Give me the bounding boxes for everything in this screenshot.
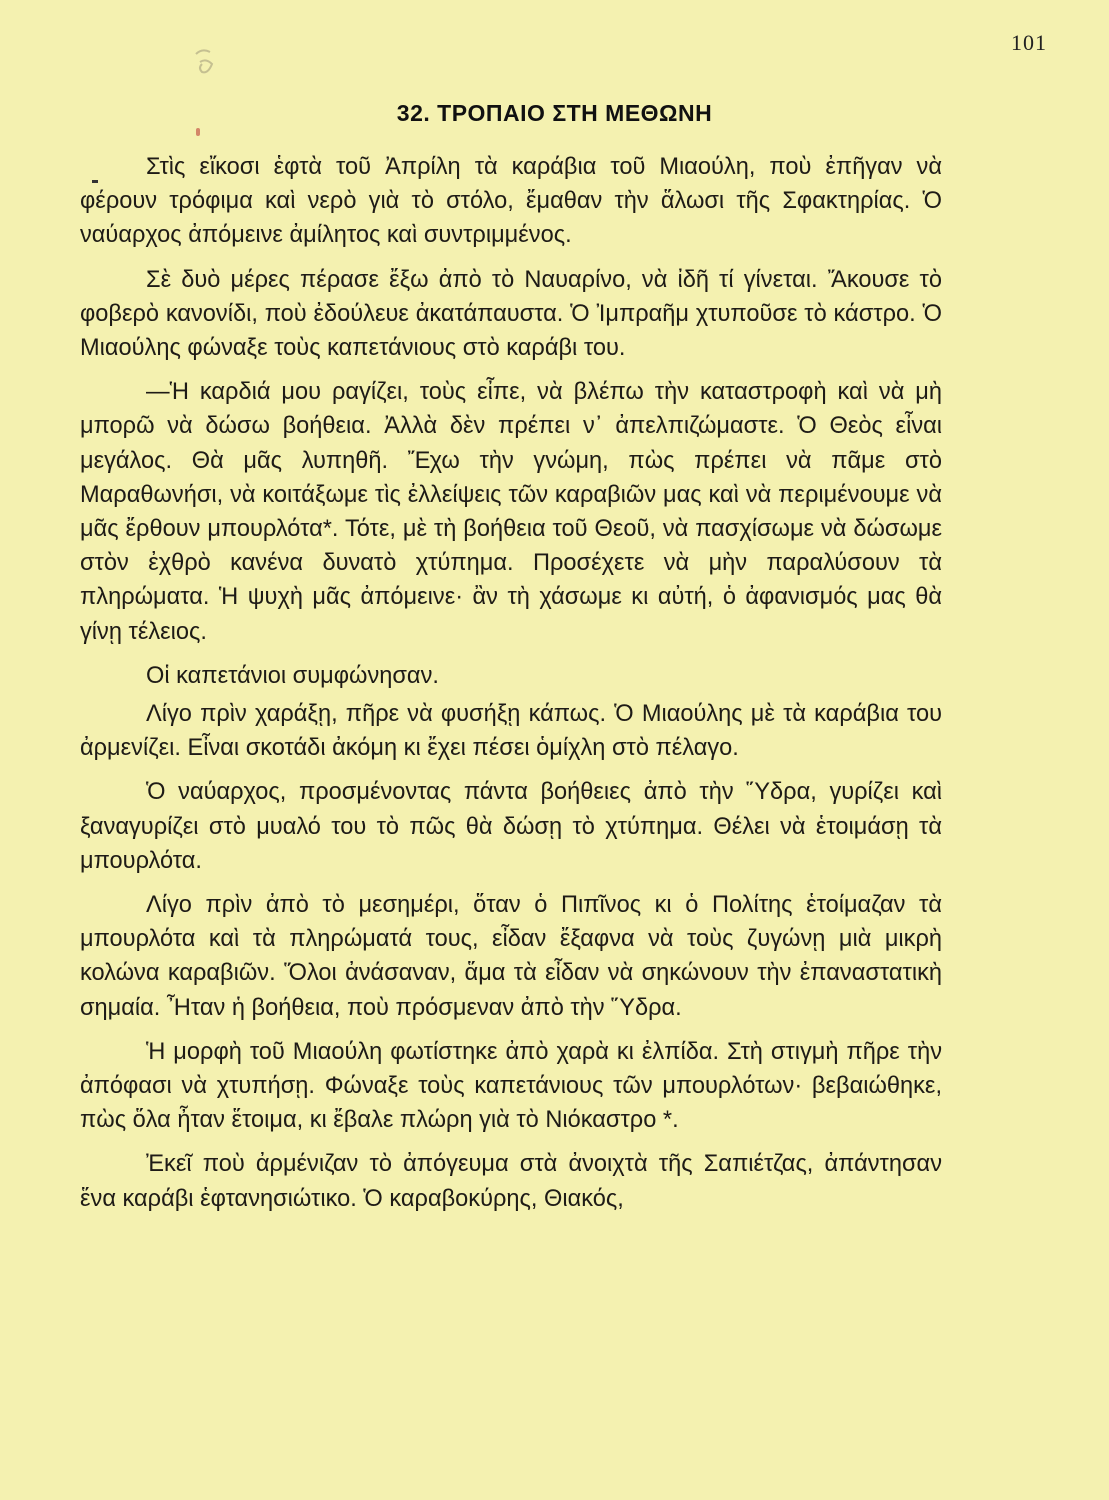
margin-mark	[196, 128, 200, 136]
paragraph: Στὶς εἴκοσι ἑφτὰ τοῦ Ἀπρίλη τὰ καράβια τοῦ Μιαούλη, ποὺ ἐπῆγαν νὰ φέρουν τρόφιμα καὶ νερὸ γιὰ τὸ στόλο, ἔμαθαν τὴν ἅλωσι τῆς Σφακτηρίας. Ὁ ναύαρχος ἀπόμεινε ἀμίλητος καὶ συντριμμένος.	[80, 154, 942, 249]
paragraph: Οἱ καπετάνιοι συμφώνησαν.	[146, 662, 439, 689]
page-number: 101	[1011, 30, 1047, 55]
page-smudge	[188, 44, 228, 94]
paragraph: Λίγο πρὶν ἀπὸ τὸ μεσημέρι, ὅταν ὁ Πιπῖνος κι ὁ Πολίτης ἑτοίμαζαν τὰ μπουρλότα καὶ τὰ πληρώματά τους, εἶδαν ἔξαφνα νὰ τοὺς ζυγώνῃ μιὰ μικρὴ κολώνα καραβιῶν. Ὅλοι ἀνάσαναν, ἅμα τὰ εἶδαν νὰ σηκώνουν τὴν ἐπαναστατικὴ σημαία. Ἦταν ἡ βοήθεια, ποὺ πρόσμεναν ἀπὸ τὴν Ὕδρα.	[80, 892, 942, 1021]
paragraph: Ἐκεῖ ποὺ ἀρμένιζαν τὸ ἀπόγευμα στὰ ἀνοιχτὰ τῆς Σαπιέτζας, ἀπάντησαν ἕνα καράβι ἑφτανησιώτικο. Ὁ καραβοκύρης, Θιακός,	[80, 1151, 942, 1212]
paragraph: —Ἡ καρδιά μου ραγίζει, τοὺς εἶπε, νὰ βλέπω τὴν καταστροφὴ καὶ νὰ μὴ μπορῶ νὰ δώσω βοήθεια. Ἀλλὰ δὲν πρέπει ν᾿ ἀπελπιζώμαστε. Ὁ Θεὸς εἶναι μεγάλος. Θὰ μᾶς λυπηθῆ. Ἔχω τὴν γνώμη, πὼς πρέπει νὰ πᾶμε στὸ Μαραθωνήσι, νὰ κοιτάξωμε τὶς ἐλλείψεις τῶν καραβιῶν μας καὶ νὰ περιμένουμε νὰ μᾶς ἔρθουν μπουρλότα*. Τότε, μὲ τὴ βοήθεια τοῦ Θεοῦ, νὰ πασχίσωμε νὰ δώσωμε στὸν ἐχθρὸ κανένα δυνατὸ χτύπημα. Προσέχετε νὰ μὴν παραλύσουν τὰ πληρώματα. Ἡ ψυχὴ μᾶς ἀπόμεινε· ἂν τὴ χάσωμε κι αὐτή, ὁ ἀφανισμός μας θὰ γίνῃ τέλειος.	[80, 379, 942, 645]
chapter-title: 32. ΤΡΟΠΑΙΟ ΣΤΗ ΜΕΘΩΝΗ	[396, 100, 713, 126]
paragraph: Ἡ μορφὴ τοῦ Μιαούλη φωτίστηκε ἀπὸ χαρὰ κι ἐλπίδα. Στὴ στιγμὴ πῆρε τὴν ἀπόφασι νὰ χτυπήσῃ. Φώναξε τοὺς καπετάνιους τῶν μπουρλότων· βεβαιώθηκε, πὼς ὅλα ἦταν ἕτοιμα, κι ἔβαλε πλώρη γιὰ τὸ Νιόκαστρο *.	[80, 1038, 942, 1134]
body-text	[80, 150, 942, 1226]
paragraph: Λίγο πρὶν χαράξῃ, πῆρε νὰ φυσήξῃ κάπως. Ὁ Μιαούλης μὲ τὰ καράβια του ἀρμενίζει. Εἶναι σκοτάδι ἀκόμη κι ἔχει πέσει ὁμίχλη στὸ πέλαγο.	[80, 701, 942, 762]
paragraph: Σὲ δυὸ μέρες πέρασε ἔξω ἀπὸ τὸ Ναυαρίνο, νὰ ἰδῆ τί γίνεται. Ἄκουσε τὸ φοβερὸ κανονίδι, ποὺ ἐδούλευε ἀκατάπαυστα. Ὁ Ἰμπραῆμ χτυποῦσε τὸ κάστρο. Ὁ Μιαούλης φώναξε τοὺς καπετάνιους στὸ καράβι του.	[80, 266, 942, 362]
paragraph: Ὁ ναύαρχος, προσμένοντας πάντα βοήθειες ἀπὸ τὴν Ὕδρα, γυρίζει καὶ ξαναγυρίζει στὸ μυαλό του τὸ πῶς θὰ δώσῃ τὸ χτύπημα. Θέλει νὰ ἑτοιμάσῃ τὰ μπουρλότα.	[80, 779, 942, 874]
